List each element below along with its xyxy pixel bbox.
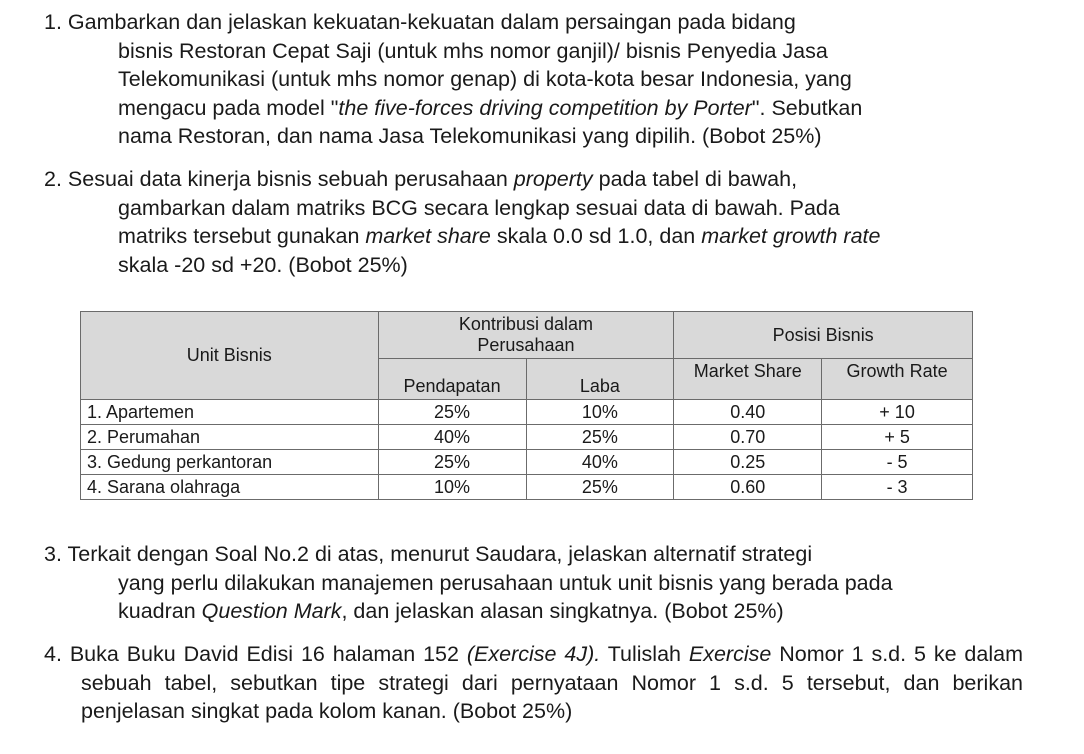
cell-growth-rate: - 5 [822, 450, 973, 475]
cell-pendapatan: 10% [378, 475, 526, 500]
question-3-text [44, 540, 1044, 626]
cell-growth-rate: - 3 [822, 475, 973, 500]
cell-market-share: 0.60 [674, 475, 822, 500]
question-4-italic-1: (Exercise 4J). [466, 642, 601, 666]
question-3-line-2: yang perlu dilakukan manajemen perusahaan untuk unit bisnis yang berada pada [118, 570, 893, 595]
question-4-mid: Tulislah [600, 642, 689, 666]
cell-pendapatan: 40% [378, 425, 526, 450]
question-2-line-4: skala -20 sd +20. (Bobot 25%) [118, 252, 408, 277]
question-2-line-1-italic: property [513, 167, 593, 191]
question-4-pre: Buka Buku David Edisi 16 halaman 152 [69, 642, 467, 666]
question-3-line-3-pre: kuadran [118, 599, 202, 623]
question-2-line-3-italic-1: market share [365, 224, 491, 248]
table-row [81, 450, 973, 475]
question-3-line-3-post: , dan jelaskan alasan singkatnya. (Bobot 25%) [341, 599, 784, 623]
business-unit-table-wrapper [80, 311, 973, 500]
question-3 [44, 540, 1044, 626]
question-3-line-3-italic: Question Mark [201, 599, 342, 623]
question-4-text [44, 640, 1044, 726]
cell-growth-rate: + 5 [822, 425, 973, 450]
table-row [81, 400, 973, 425]
cell-market-share: 0.40 [674, 400, 822, 425]
question-number: 3. [44, 542, 62, 566]
cell-growth-rate: + 10 [822, 400, 973, 425]
cell-market-share: 0.70 [674, 425, 822, 450]
question-number: 4. [44, 642, 62, 666]
question-number: 2. [44, 167, 62, 191]
question-1 [44, 8, 1044, 151]
cell-unit: 3. Gedung perkantoran [81, 450, 379, 475]
cell-unit: 1. Apartemen [81, 400, 379, 425]
header-unit-bisnis: Unit Bisnis [81, 312, 379, 400]
question-2-line-3-italic-2: market growth rate [701, 224, 881, 248]
question-2-line-3-mid: skala 0.0 sd 1.0, dan [490, 224, 702, 248]
cell-market-share: 0.25 [674, 450, 822, 475]
question-4-italic-2: Exercise [688, 642, 772, 666]
question-2-line-1-post: pada tabel di bawah, [592, 167, 798, 191]
question-number: 1. [44, 10, 62, 34]
question-1-line-4-pre: mengacu pada model " [118, 95, 339, 120]
question-4-post: Nomor 1 s.d. 5 ke dalam sebuah tabel, sebutkan tipe strategi dari pernyataan Nomor 1 s.d. 5 tersebut, dan berikan penjelasan singkat pada kolom kanan. (Bobot 25%) [81, 642, 1023, 723]
question-3-line-1: Terkait dengan Soal No.2 di atas, menurut Saudara, jelaskan alternatif strategi [67, 542, 813, 566]
cell-unit: 4. Sarana olahraga [81, 475, 379, 500]
question-1-text [44, 8, 1044, 151]
subheader-laba: Laba [526, 359, 674, 400]
question-2-line-1-pre: Sesuai data kinerja bisnis sebuah perusahaan [67, 167, 514, 191]
cell-pendapatan: 25% [378, 450, 526, 475]
header-posisi-bisnis: Posisi Bisnis [674, 312, 973, 359]
question-1-line-5: nama Restoran, dan nama Jasa Telekomunikasi yang dipilih. (Bobot 25%) [118, 124, 822, 148]
cell-laba: 10% [526, 400, 674, 425]
table-row [81, 425, 973, 450]
question-1-line-2: bisnis Restoran Cepat Saji (untuk mhs nomor ganjil)/ bisnis Penyedia Jasa [118, 38, 828, 63]
question-1-line-4-italic: the five-forces driving competition by Porter [338, 95, 752, 120]
subheader-market-share: Market Share [674, 359, 822, 400]
cell-laba: 25% [526, 425, 674, 450]
question-2-text [44, 165, 1044, 279]
question-1-line-4-post: ". Sebutkan [751, 95, 863, 120]
business-unit-table [80, 311, 973, 500]
table-header-row [81, 312, 973, 359]
question-1-line-3: Telekomunikasi (untuk mhs nomor genap) di kota-kota besar Indonesia, yang [118, 67, 852, 91]
question-1-line-1: Gambarkan dan jelaskan kekuatan-kekuatan dalam persaingan pada bidang [67, 10, 796, 34]
cell-laba: 40% [526, 450, 674, 475]
cell-unit: 2. Perumahan [81, 425, 379, 450]
question-2-line-2: gambarkan dalam matriks BCG secara lengkap sesuai data di bawah. Pada [118, 195, 840, 220]
question-2 [44, 165, 1044, 279]
question-4 [44, 640, 1044, 726]
table-row [81, 475, 973, 500]
subheader-growth-rate: Growth Rate [822, 359, 973, 400]
cell-laba: 25% [526, 475, 674, 500]
header-kontribusi [378, 312, 674, 359]
subheader-pendapatan: Pendapatan [378, 359, 526, 400]
question-2-line-3-pre: matriks tersebut gunakan [118, 224, 366, 248]
cell-pendapatan: 25% [378, 400, 526, 425]
header-kontribusi-label: Kontribusi dalam Perusahaan [458, 314, 593, 355]
